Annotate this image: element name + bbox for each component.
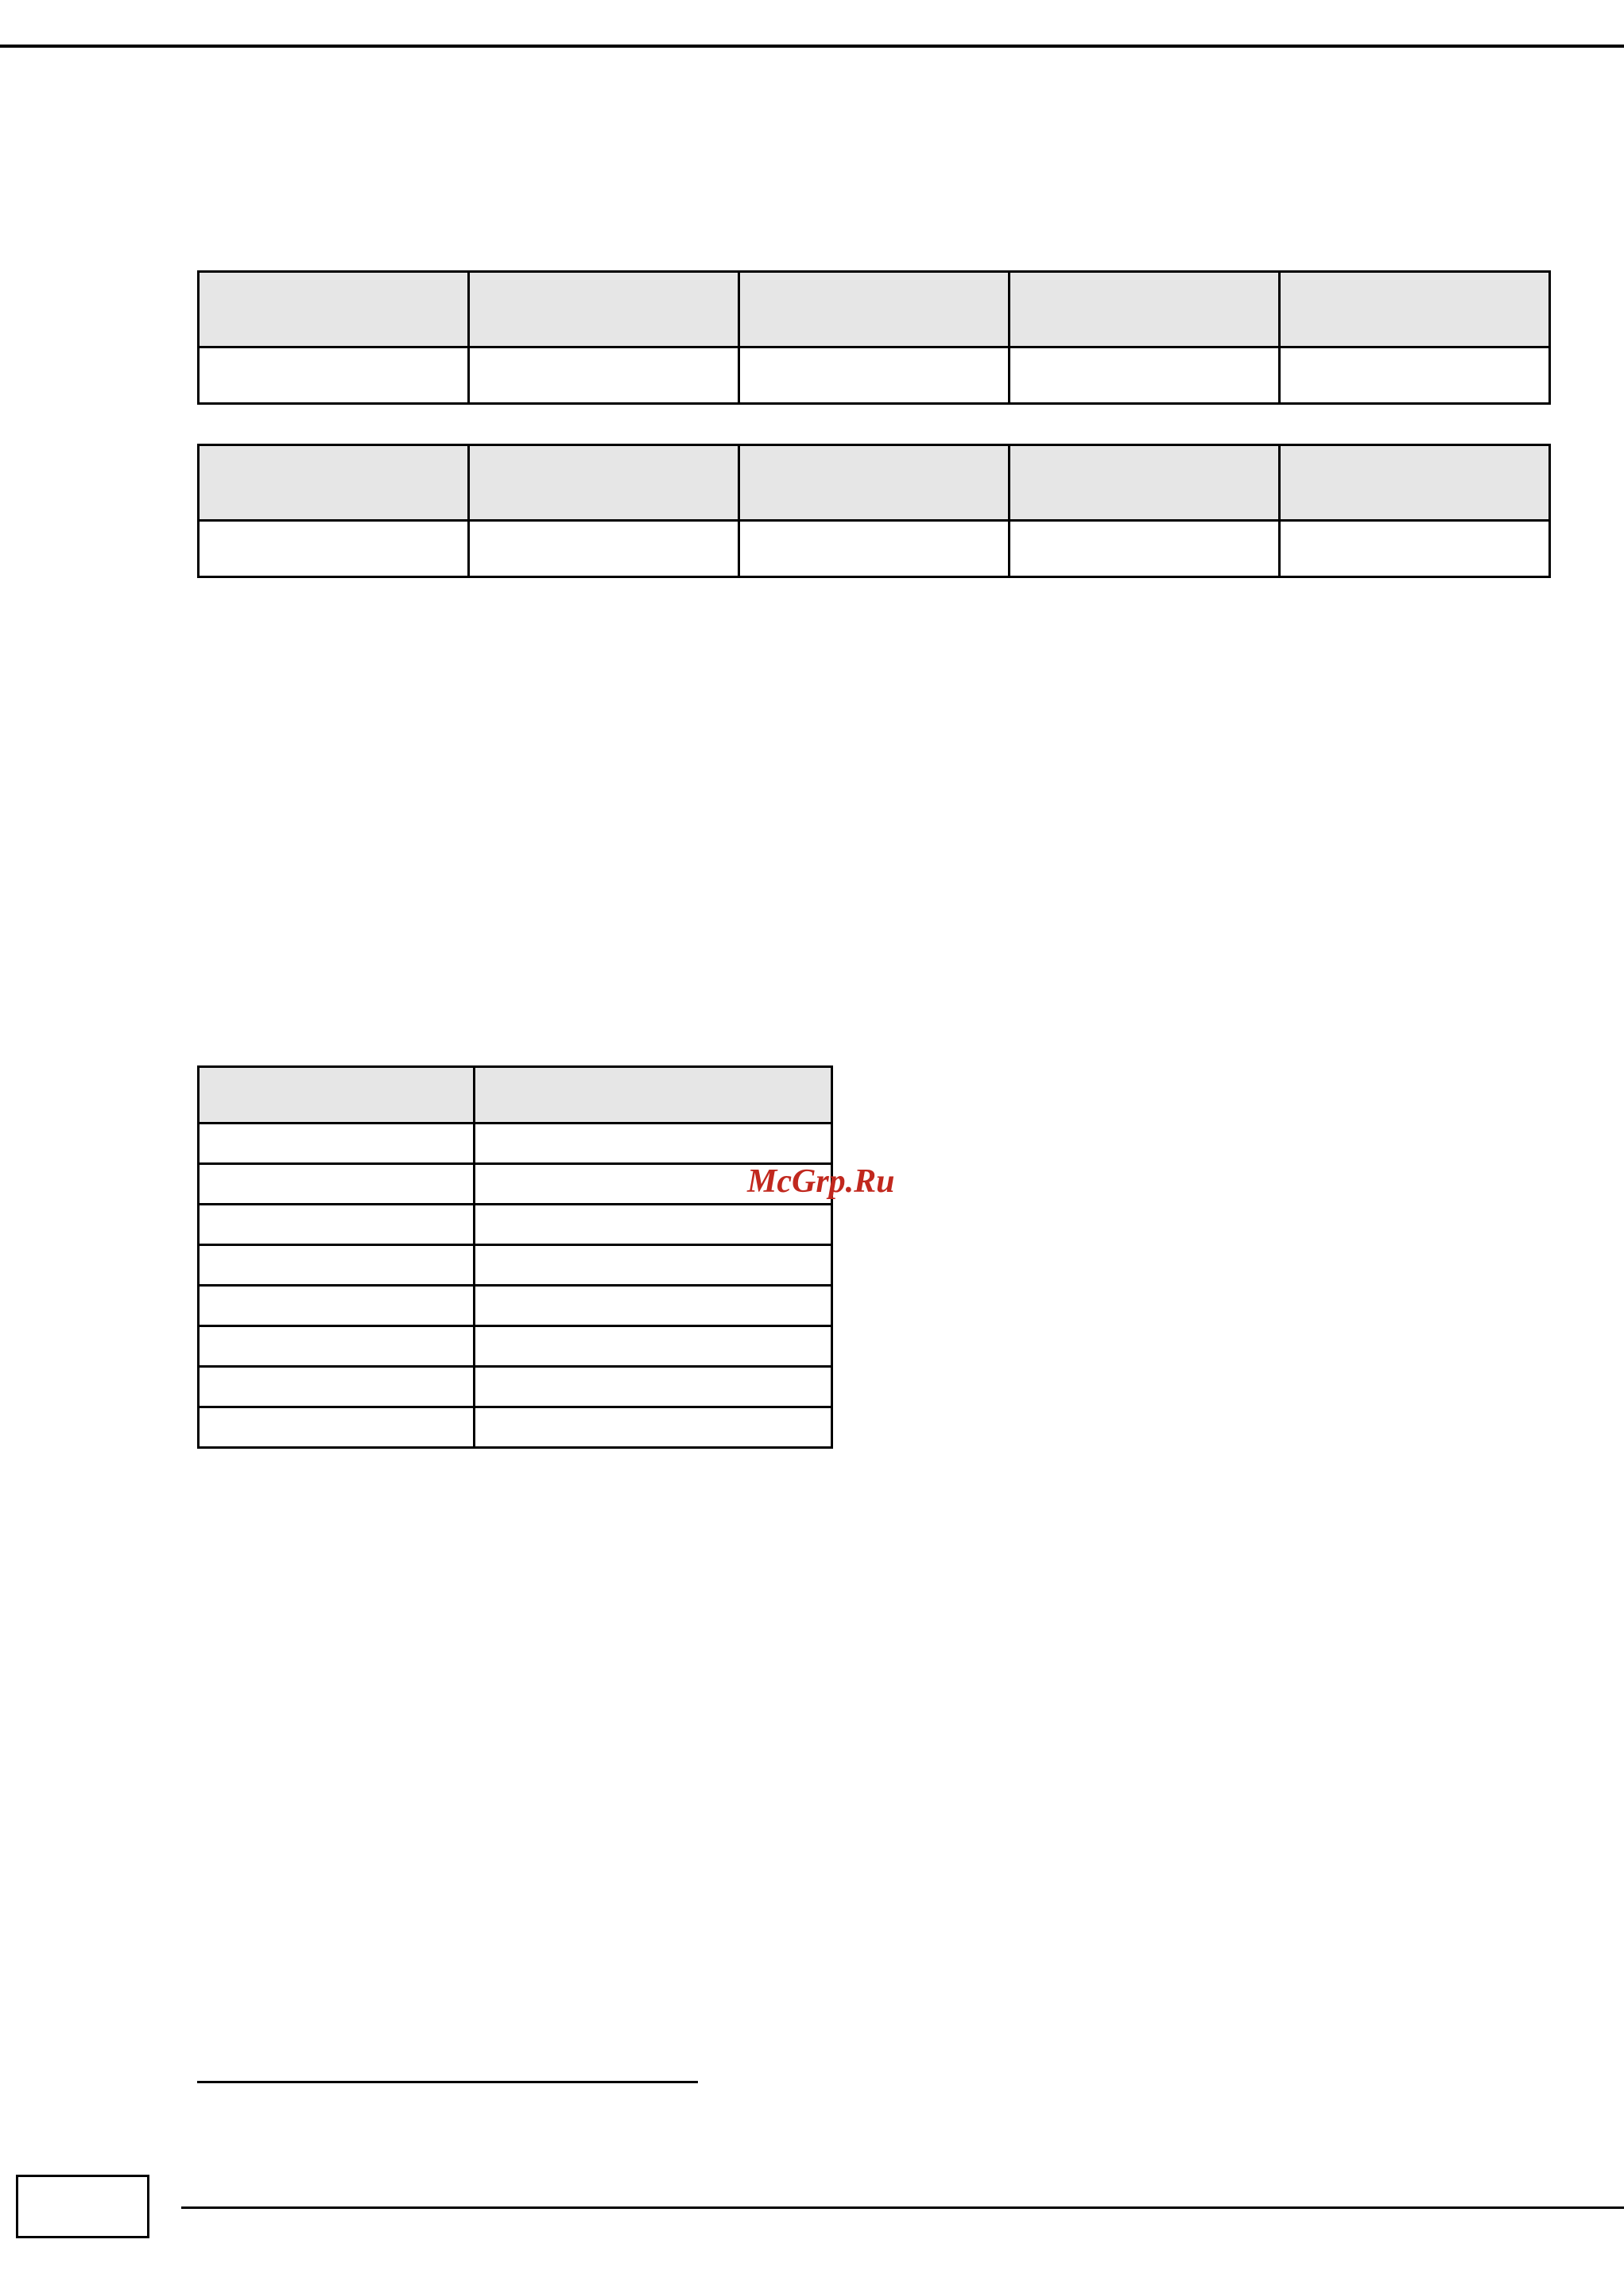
data-table-one (197, 270, 1551, 405)
table-one-col-0 (199, 272, 469, 347)
table-one-col-3 (1010, 272, 1280, 347)
data-table-three (197, 1065, 833, 1449)
footer-separator (181, 2206, 1624, 2209)
table-header-row (199, 1067, 832, 1124)
table-header-row (199, 445, 1550, 521)
table-cell (739, 347, 1010, 404)
table-cell (475, 1205, 832, 1245)
table-cell (199, 1245, 475, 1286)
table-cell (199, 347, 469, 404)
table-two-col-4 (1280, 445, 1550, 521)
table-three-col-1 (475, 1067, 832, 1124)
table-cell (475, 1367, 832, 1407)
table-header-row (199, 272, 1550, 347)
table-cell (199, 521, 469, 577)
table-cell (475, 1326, 832, 1367)
table-cell (199, 1286, 475, 1326)
table-row (199, 1286, 832, 1326)
table-cell (199, 1205, 475, 1245)
table-cell (199, 1124, 475, 1164)
table-cell (469, 521, 739, 577)
table-row (199, 1326, 832, 1367)
table-row (199, 347, 1550, 404)
table-row (199, 1205, 832, 1245)
watermark-mcgrp: McGrp.Ru (747, 1163, 895, 1200)
table-row (199, 1407, 832, 1448)
page-number-box (16, 2175, 149, 2238)
table-one-col-1 (469, 272, 739, 347)
table-row (199, 1367, 832, 1407)
header-rule (0, 45, 1624, 48)
table-cell (1280, 347, 1550, 404)
table-cell (475, 1124, 832, 1164)
table-cell (475, 1286, 832, 1326)
data-table-two (197, 444, 1551, 578)
table-cell (199, 1367, 475, 1407)
table-two-col-2 (739, 445, 1010, 521)
table-cell (199, 1407, 475, 1448)
table-three-col-0 (199, 1067, 475, 1124)
table-row (199, 521, 1550, 577)
table-two-col-3 (1010, 445, 1280, 521)
footnote-separator (197, 2081, 698, 2083)
table-cell (1010, 521, 1280, 577)
table-two-col-1 (469, 445, 739, 521)
table-row (199, 1245, 832, 1286)
table-cell (475, 1245, 832, 1286)
table-two-col-0 (199, 445, 469, 521)
table-cell (475, 1407, 832, 1448)
table-cell (739, 521, 1010, 577)
table-row (199, 1124, 832, 1164)
table-row (199, 1164, 832, 1205)
table-one-col-2 (739, 272, 1010, 347)
table-cell (199, 1326, 475, 1367)
table-cell (199, 1164, 475, 1205)
table-one-col-4 (1280, 272, 1550, 347)
table-cell (469, 347, 739, 404)
table-cell (1280, 521, 1550, 577)
table-cell (1010, 347, 1280, 404)
